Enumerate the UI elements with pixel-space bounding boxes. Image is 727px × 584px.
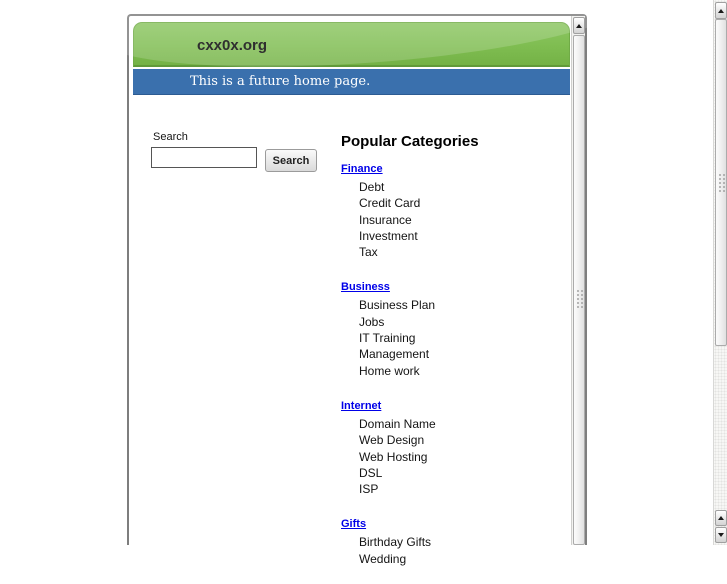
- browser-window: [127, 14, 587, 566]
- outer-scroll-thumb[interactable]: [715, 19, 727, 346]
- category-item[interactable]: Domain Name: [359, 416, 436, 431]
- category-item[interactable]: Tax: [359, 245, 378, 260]
- category-items-internet: [341, 416, 571, 497]
- category-item[interactable]: Debt: [359, 180, 385, 194]
- category-item[interactable]: Management: [359, 347, 430, 362]
- category-item[interactable]: Web Design: [359, 433, 425, 448]
- outer-scroll-up-button-bottom[interactable]: [715, 510, 727, 526]
- category-item[interactable]: Insurance: [359, 212, 412, 227]
- tagline-text: This is a future home page.: [190, 74, 371, 89]
- category-item[interactable]: Birthday Gifts: [359, 535, 432, 550]
- category-item[interactable]: Web Hosting: [359, 449, 428, 464]
- search-input[interactable]: [151, 147, 257, 168]
- category-item[interactable]: IT Training: [359, 331, 416, 346]
- tagline-bar: [133, 69, 570, 95]
- category-section-internet: [341, 396, 571, 497]
- site-header: [133, 22, 570, 67]
- category-item[interactable]: ISP: [359, 482, 379, 497]
- category-link-finance[interactable]: Finance: [341, 163, 383, 175]
- triangle-down-icon: [718, 533, 724, 537]
- category-item[interactable]: Business Plan: [359, 298, 436, 313]
- category-item[interactable]: Home work: [359, 363, 420, 378]
- category-link-internet[interactable]: Internet: [341, 399, 382, 412]
- category-items-gifts: [341, 534, 571, 567]
- outer-scroll-down-button[interactable]: [715, 527, 727, 543]
- outer-scroll-up-button[interactable]: [715, 2, 727, 19]
- categories-column: [341, 133, 571, 584]
- page-viewport: [129, 16, 571, 566]
- category-items-finance: [341, 179, 571, 260]
- category-item[interactable]: DSL: [359, 465, 383, 480]
- search-area: [151, 131, 317, 172]
- inner-scroll-up-button[interactable]: [573, 17, 585, 34]
- category-link-gifts[interactable]: Gifts: [341, 518, 367, 531]
- categories-heading: Popular Categories: [341, 133, 479, 150]
- category-section-business: [341, 277, 571, 378]
- category-item[interactable]: Jobs: [359, 314, 385, 329]
- category-item[interactable]: Wedding: [359, 551, 407, 566]
- triangle-up-icon: [718, 9, 724, 13]
- search-button[interactable]: Search: [265, 149, 317, 172]
- thumb-grip-icon: [718, 173, 726, 193]
- thumb-grip-icon: [576, 289, 584, 309]
- category-item[interactable]: Investment: [359, 228, 418, 243]
- outer-scrollbar[interactable]: [713, 0, 727, 545]
- category-item[interactable]: Credit Card: [359, 196, 421, 211]
- inner-scroll-thumb[interactable]: [573, 35, 585, 545]
- triangle-up-icon: [718, 516, 724, 520]
- inner-scrollbar[interactable]: [571, 16, 585, 545]
- search-row: [151, 147, 317, 172]
- site-title: cxx0x.org: [197, 37, 268, 54]
- category-section-finance: [341, 159, 571, 260]
- category-section-gifts: [341, 514, 571, 567]
- search-label: Search: [153, 131, 188, 143]
- category-link-business[interactable]: Business: [341, 281, 390, 294]
- category-items-business: [341, 297, 571, 378]
- triangle-up-icon: [576, 24, 582, 28]
